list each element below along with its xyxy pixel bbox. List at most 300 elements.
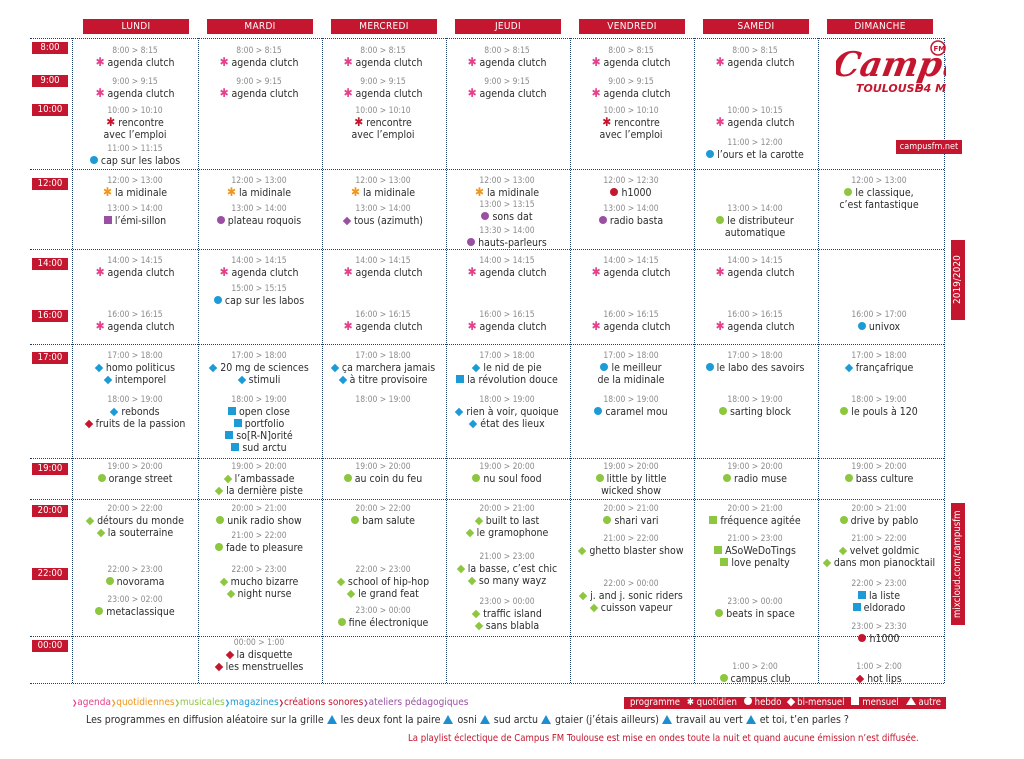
show-name-text: le grand feat — [358, 588, 419, 600]
show-time: 22:00 > 23:00 — [355, 565, 411, 575]
legend-category-label: musicales — [179, 697, 225, 708]
show-name-text: bass culture — [855, 473, 914, 485]
show-name-text: univox — [868, 321, 901, 333]
show-time: 13:00 > 14:00 — [603, 204, 659, 214]
show-name[interactable] — [572, 57, 690, 69]
show-time: 8:00 > 8:15 — [608, 46, 654, 56]
diamond-icon — [337, 578, 345, 586]
show-name-text: sud arctu — [242, 442, 287, 454]
show-slot — [200, 45, 318, 69]
show-name[interactable] — [448, 473, 566, 485]
show-name-text: agenda clutch — [603, 267, 671, 279]
show-time: 23:00 > 23:30 — [851, 622, 907, 632]
random-programmes-note — [86, 714, 849, 726]
triangle-icon — [746, 715, 756, 724]
show-name[interactable] — [448, 211, 566, 223]
show-name[interactable] — [820, 633, 938, 645]
circle-icon — [216, 516, 224, 524]
show-name[interactable] — [448, 563, 566, 575]
circle-icon — [90, 156, 98, 164]
asterisk-icon: ✱ — [219, 86, 229, 100]
triangle-icon — [327, 715, 337, 724]
show-name-text: agenda clutch — [479, 267, 547, 279]
show-slot — [572, 350, 690, 386]
svg-text:Campus: Campus — [836, 45, 946, 85]
show-name[interactable] — [820, 362, 938, 374]
show-name[interactable] — [572, 129, 690, 141]
show-name-text: caramel mou — [605, 406, 668, 418]
legend-programme: programme — [630, 697, 681, 708]
show-slot — [76, 175, 194, 199]
show-name[interactable] — [324, 515, 442, 527]
show-name-text: rencontre — [366, 117, 412, 129]
show-name[interactable] — [448, 374, 566, 386]
show-name[interactable] — [448, 527, 566, 539]
show-time: 13:00 > 14:00 — [727, 204, 783, 214]
show-name[interactable] — [820, 321, 938, 333]
show-slot — [820, 621, 938, 645]
hour-label-17:00: 17:00 — [32, 352, 68, 364]
show-slot — [324, 175, 442, 199]
season-badge: 2019/2020 — [951, 240, 965, 320]
show-time: 19:00 > 20:00 — [107, 462, 163, 472]
asterisk-icon: ✱ — [219, 265, 229, 279]
show-slot — [696, 596, 814, 620]
show-name[interactable] — [200, 57, 318, 69]
show-time: 12:00 > 13:00 — [231, 176, 287, 186]
show-name[interactable] — [200, 542, 318, 554]
show-name-text: la midinale — [114, 187, 168, 199]
diamond-icon — [215, 487, 223, 495]
show-slot — [76, 350, 194, 386]
show-slot — [820, 461, 938, 485]
show-time: 20:00 > 21:00 — [479, 504, 535, 514]
show-name-text: hauts-parleurs — [478, 237, 547, 249]
show-slot — [76, 143, 194, 167]
circle-icon — [845, 474, 853, 482]
show-slot — [572, 533, 690, 557]
circle-icon — [840, 407, 848, 415]
show-name[interactable] — [820, 545, 938, 557]
show-slot — [696, 394, 814, 418]
show-name[interactable] — [448, 406, 566, 418]
show-name-text: ASoWeDoTings — [725, 545, 796, 557]
show-slot — [324, 76, 442, 100]
show-name[interactable] — [324, 617, 442, 629]
show-name-text: le distributeur — [727, 215, 794, 227]
show-name[interactable] — [820, 187, 938, 199]
legend-autre — [906, 697, 942, 708]
show-name[interactable] — [696, 362, 814, 374]
show-name[interactable] — [324, 588, 442, 600]
show-name[interactable] — [324, 362, 442, 374]
show-time: 8:00 > 8:15 — [112, 46, 158, 56]
show-time: 19:00 > 20:00 — [355, 462, 411, 472]
show-name[interactable] — [324, 187, 442, 199]
diamond-icon — [465, 529, 473, 537]
show-name[interactable] — [76, 57, 194, 69]
show-slot — [820, 533, 938, 569]
circle-icon — [723, 474, 731, 482]
show-name-text: la dernière piste — [226, 485, 303, 497]
show-name[interactable] — [572, 473, 690, 485]
show-name[interactable] — [324, 215, 442, 227]
diamond-icon — [475, 517, 483, 525]
show-slot — [448, 461, 566, 485]
show-name[interactable] — [448, 362, 566, 374]
show-time: 20:00 > 21:00 — [727, 504, 783, 514]
hour-label-19:00: 19:00 — [32, 463, 68, 475]
show-name[interactable] — [696, 215, 814, 227]
show-name[interactable] — [200, 406, 318, 418]
show-name-text: les menstruelles — [225, 661, 304, 673]
show-name[interactable] — [200, 362, 318, 374]
show-time: 16:00 > 16:15 — [727, 310, 783, 320]
show-name-text: état des lieux — [480, 418, 545, 430]
show-name[interactable] — [820, 515, 938, 527]
show-name[interactable] — [76, 321, 194, 333]
show-name[interactable] — [200, 267, 318, 279]
show-name[interactable] — [200, 215, 318, 227]
show-name[interactable] — [76, 374, 194, 386]
show-time: 17:00 > 18:00 — [479, 351, 535, 361]
show-name-text: la midinale — [238, 187, 292, 199]
show-name[interactable] — [324, 88, 442, 100]
show-slot — [76, 594, 194, 618]
show-name[interactable] — [820, 673, 938, 685]
show-time: 16:00 > 16:15 — [479, 310, 535, 320]
show-name[interactable] — [76, 117, 194, 129]
show-name[interactable] — [76, 187, 194, 199]
show-name[interactable] — [448, 418, 566, 430]
day-header-lundi: LUNDI — [83, 19, 189, 34]
show-name-text: velvet goldmic — [849, 545, 920, 557]
show-name[interactable] — [572, 590, 690, 602]
show-time: 1:00 > 2:00 — [732, 662, 778, 672]
show-name[interactable] — [448, 321, 566, 333]
show-name[interactable] — [696, 57, 814, 69]
show-name[interactable] — [200, 88, 318, 100]
diamond-icon — [578, 547, 586, 555]
show-slot — [820, 661, 938, 685]
show-name[interactable] — [200, 295, 318, 307]
show-name[interactable] — [76, 362, 194, 374]
show-name-text: rencontre — [614, 117, 660, 129]
show-time: 23:00 > 00:00 — [355, 606, 411, 616]
mixcloud-link[interactable]: mixcloud.com/campusfm — [951, 503, 965, 625]
day-header-mardi: MARDI — [207, 19, 313, 34]
show-name-text: radio basta — [609, 215, 664, 227]
show-name[interactable] — [572, 267, 690, 279]
triangle-icon — [541, 715, 551, 724]
show-name-text: agenda clutch — [479, 57, 547, 69]
square-icon — [104, 216, 112, 224]
show-slot — [572, 255, 690, 279]
show-slot — [572, 503, 690, 527]
show-name[interactable] — [200, 374, 318, 386]
show-name[interactable] — [572, 515, 690, 527]
show-slot — [76, 105, 194, 141]
show-name[interactable] — [76, 515, 194, 527]
show-name[interactable] — [696, 117, 814, 129]
asterisk-icon: ✱ — [343, 265, 353, 279]
show-time: 21:00 > 22:00 — [603, 534, 659, 544]
show-slot — [696, 137, 814, 161]
show-name[interactable] — [696, 515, 814, 527]
show-name[interactable] — [324, 57, 442, 69]
diamond-icon — [97, 529, 105, 537]
show-name[interactable] — [448, 57, 566, 69]
show-name[interactable] — [76, 406, 194, 418]
show-name[interactable] — [76, 129, 194, 141]
show-name[interactable] — [820, 199, 938, 211]
show-name-text: agenda clutch — [231, 88, 299, 100]
show-name-text: built to last — [485, 515, 540, 527]
show-name[interactable] — [324, 129, 442, 141]
show-time: 17:00 > 18:00 — [603, 351, 659, 361]
show-name-text: de la midinale — [597, 374, 665, 386]
show-name[interactable] — [324, 576, 442, 588]
circle-icon — [744, 697, 752, 705]
show-name[interactable] — [696, 321, 814, 333]
show-name[interactable] — [448, 620, 566, 632]
show-slot — [324, 45, 442, 69]
day-header-jeudi: JEUDI — [455, 19, 561, 34]
diamond-icon — [110, 408, 118, 416]
show-name[interactable] — [696, 608, 814, 620]
show-name[interactable] — [324, 321, 442, 333]
diamond-icon — [104, 376, 112, 384]
show-name-text: l’ours et la carotte — [717, 149, 804, 161]
show-name-text: love penalty — [731, 557, 790, 569]
show-name[interactable] — [572, 215, 690, 227]
show-name[interactable] — [696, 406, 814, 418]
show-name[interactable] — [572, 545, 690, 557]
bracket-icon: ❯ — [110, 699, 117, 707]
circle-icon — [858, 634, 866, 642]
legend-quotidien-label: quotidien — [696, 697, 737, 708]
show-name[interactable] — [572, 485, 690, 497]
bracket-icon: ❯ — [363, 699, 369, 707]
show-slot — [820, 503, 938, 527]
show-name[interactable] — [820, 557, 938, 569]
show-name[interactable] — [200, 430, 318, 442]
show-name[interactable] — [448, 88, 566, 100]
show-slot — [200, 564, 318, 600]
show-slot — [200, 203, 318, 227]
show-time: 14:00 > 14:15 — [727, 256, 783, 266]
show-name[interactable] — [76, 606, 194, 618]
show-name-text: la liste — [868, 590, 901, 602]
show-name-text: fruits de la passion — [95, 418, 186, 430]
show-name[interactable] — [448, 575, 566, 587]
show-name[interactable] — [572, 406, 690, 418]
asterisk-icon: ✱ — [219, 55, 229, 69]
show-name[interactable] — [200, 442, 318, 454]
show-name[interactable] — [448, 515, 566, 527]
show-name-text: agenda clutch — [231, 57, 299, 69]
diamond-icon — [226, 590, 234, 598]
show-name[interactable] — [448, 237, 566, 249]
show-name-text: shari vari — [614, 515, 659, 527]
circle-icon — [715, 609, 723, 617]
show-name-text: le gramophone — [476, 527, 549, 539]
show-time: 10:00 > 10:15 — [727, 106, 783, 116]
show-name[interactable] — [696, 673, 814, 685]
show-name[interactable] — [324, 374, 442, 386]
show-time: 14:00 > 14:15 — [231, 256, 287, 266]
show-name-text: little by little — [606, 473, 667, 485]
show-name[interactable] — [572, 117, 690, 129]
show-time: 18:00 > 19:00 — [231, 395, 287, 405]
website-link[interactable]: campusfm.net — [896, 140, 962, 154]
show-name-text: portfolio — [244, 418, 285, 430]
show-name[interactable] — [820, 602, 938, 614]
asterisk-icon: ✱ — [467, 86, 477, 100]
show-name[interactable] — [200, 661, 318, 673]
show-name[interactable] — [76, 88, 194, 100]
legend-category-magazine — [225, 697, 279, 708]
circle-icon — [467, 238, 475, 246]
legend-autre-label: autre — [918, 697, 942, 708]
show-name-text: la disquette — [236, 649, 293, 661]
show-name[interactable] — [76, 267, 194, 279]
diamond-icon — [838, 547, 846, 555]
show-name-text: cap sur les labos — [100, 155, 181, 167]
show-name[interactable] — [76, 155, 194, 167]
diamond-icon — [225, 651, 233, 659]
asterisk-icon: ✱ — [715, 55, 725, 69]
show-name[interactable] — [572, 374, 690, 386]
show-name[interactable] — [448, 267, 566, 279]
show-name-text: au coin du feu — [354, 473, 423, 485]
show-name[interactable] — [696, 149, 814, 161]
show-slot — [572, 105, 690, 141]
show-slot — [200, 255, 318, 279]
show-name[interactable] — [820, 406, 938, 418]
show-name[interactable] — [448, 187, 566, 199]
show-name[interactable] — [76, 576, 194, 588]
show-name[interactable] — [76, 473, 194, 485]
show-slot — [324, 564, 442, 600]
show-time: 20:00 > 22:00 — [107, 504, 163, 514]
show-time: 23:00 > 00:00 — [479, 597, 535, 607]
show-name[interactable] — [200, 473, 318, 485]
show-slot — [572, 76, 690, 100]
show-name[interactable] — [696, 227, 814, 239]
show-name[interactable] — [200, 418, 318, 430]
show-name-text: cuisson vapeur — [600, 602, 673, 614]
show-name[interactable] — [820, 590, 938, 602]
show-name[interactable] — [324, 267, 442, 279]
show-name[interactable] — [76, 215, 194, 227]
playlist-note: La playlist éclectique de Campus FM Toulouse est mise en ondes toute la nuit et quand aucune émission n’est diffusée. — [408, 733, 919, 744]
diamond-icon — [579, 592, 587, 600]
show-name[interactable] — [200, 588, 318, 600]
note-item: les deux font la paire — [340, 714, 441, 726]
circle-icon — [706, 150, 714, 158]
asterisk-icon: ✱ — [350, 185, 360, 199]
show-time: 14:00 > 14:15 — [603, 256, 659, 266]
show-name[interactable] — [324, 473, 442, 485]
show-slot — [76, 564, 194, 588]
show-name[interactable] — [572, 602, 690, 614]
show-name[interactable] — [572, 362, 690, 374]
show-name[interactable] — [696, 557, 814, 569]
hour-label-20:00: 20:00 — [32, 505, 68, 517]
show-name-text: mucho bizarre — [230, 576, 299, 588]
show-name[interactable] — [200, 576, 318, 588]
show-name[interactable] — [696, 267, 814, 279]
circle-icon — [594, 407, 602, 415]
show-time: 21:00 > 22:00 — [231, 531, 287, 541]
show-name[interactable] — [200, 649, 318, 661]
show-name-text: eldorado — [863, 602, 906, 614]
show-name-text: traffic island — [483, 608, 542, 620]
show-slot — [572, 578, 690, 614]
show-slot — [572, 461, 690, 497]
svg-text:TOULOUSE: TOULOUSE — [856, 82, 923, 95]
asterisk-icon: ✱ — [354, 115, 364, 129]
square-icon — [720, 558, 728, 566]
row-separator — [30, 169, 944, 170]
show-name-text: le labo des savoirs — [716, 362, 805, 374]
show-name[interactable] — [696, 473, 814, 485]
show-name[interactable] — [572, 187, 690, 199]
show-name[interactable] — [324, 117, 442, 129]
show-name[interactable] — [200, 515, 318, 527]
show-name[interactable] — [820, 473, 938, 485]
show-time: 20:00 > 22:00 — [355, 504, 411, 514]
asterisk-icon: ✱ — [106, 115, 116, 129]
show-name-text: avec l’emploi — [103, 129, 167, 141]
show-time: 21:00 > 23:00 — [727, 534, 783, 544]
show-time: 18:00 > 19:00 — [107, 395, 163, 405]
show-slot — [76, 76, 194, 100]
show-name-text: sans blabla — [485, 620, 540, 632]
show-time: 10:00 > 10:10 — [603, 106, 659, 116]
show-name-text: rien à voir, quoique — [466, 406, 559, 418]
square-icon — [851, 697, 859, 705]
square-icon — [234, 419, 242, 427]
show-slot — [200, 283, 318, 307]
show-time: 8:00 > 8:15 — [236, 46, 282, 56]
show-name[interactable] — [200, 187, 318, 199]
asterisk-icon: ✱ — [467, 265, 477, 279]
show-name[interactable] — [572, 88, 690, 100]
show-slot — [696, 533, 814, 569]
show-time: 21:00 > 22:00 — [851, 534, 907, 544]
diamond-icon — [787, 698, 795, 706]
show-name[interactable] — [200, 485, 318, 497]
show-name[interactable] — [696, 545, 814, 557]
show-slot — [76, 309, 194, 333]
legend-category-atelier — [363, 697, 468, 708]
show-slot — [696, 503, 814, 527]
triangle-icon — [906, 697, 916, 705]
show-name-text: l’émi-sillon — [114, 215, 167, 227]
show-name[interactable] — [76, 527, 194, 539]
show-name[interactable] — [448, 608, 566, 620]
show-name-text: agenda clutch — [107, 267, 175, 279]
show-time: 13:00 > 14:00 — [107, 204, 163, 214]
show-name[interactable] — [572, 321, 690, 333]
show-name[interactable] — [76, 418, 194, 430]
show-name-text: plateau roquois — [227, 215, 302, 227]
show-time: 14:00 > 14:15 — [355, 256, 411, 266]
asterisk-icon: ✱ — [591, 319, 601, 333]
show-slot — [448, 309, 566, 333]
